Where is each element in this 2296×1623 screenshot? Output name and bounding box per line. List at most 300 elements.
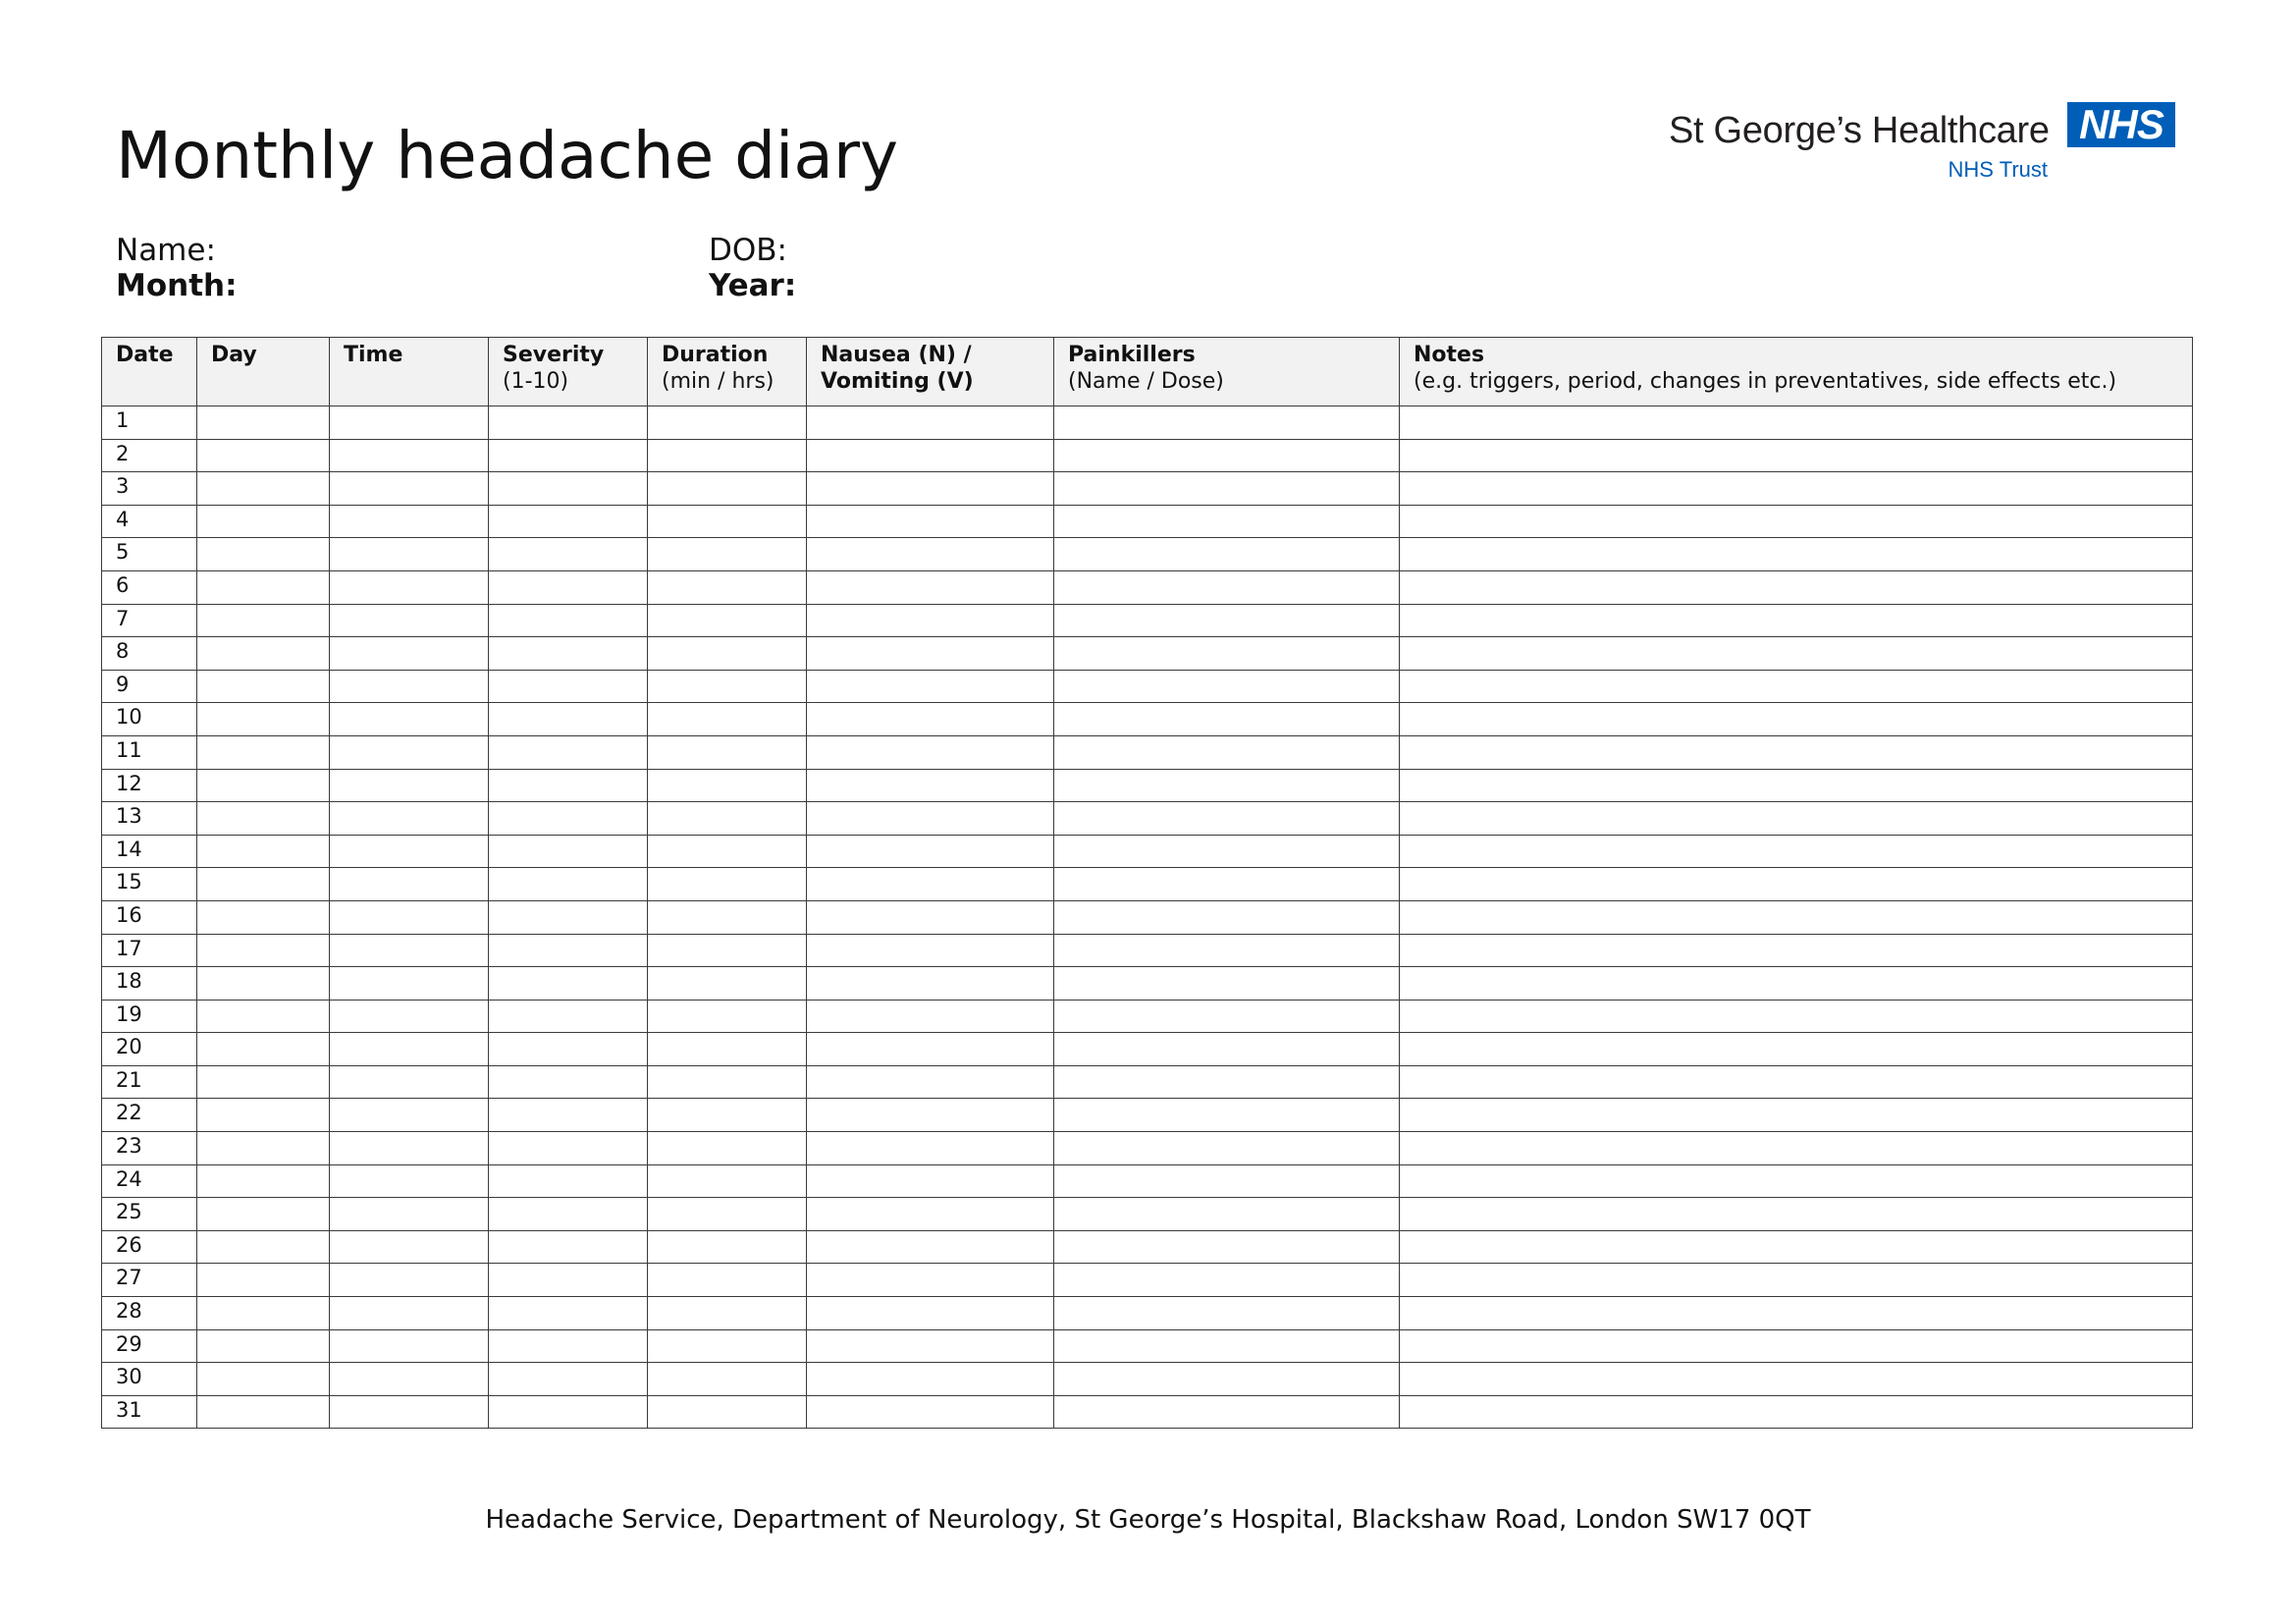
day-cell[interactable] [197,505,330,538]
date-cell: 25 [102,1198,197,1231]
severity-cell[interactable] [489,1164,648,1198]
notes-cell[interactable] [1400,1132,2193,1165]
duration-cell[interactable] [648,406,807,440]
notes-cell[interactable] [1400,934,2193,967]
duration-cell[interactable] [648,1033,807,1066]
date-cell: 24 [102,1164,197,1198]
day-cell[interactable] [197,1329,330,1363]
painkillers-cell[interactable] [1054,868,1400,901]
column-header-painkillers [1054,338,1400,406]
painkillers-cell[interactable] [1054,769,1400,802]
table-row [102,439,2193,472]
notes-cell[interactable] [1400,703,2193,736]
nausea-vomiting-cell[interactable] [807,570,1054,604]
day-cell[interactable] [197,1297,330,1330]
day-cell[interactable] [197,703,330,736]
nausea-vomiting-cell[interactable] [807,1000,1054,1033]
notes-cell[interactable] [1400,505,2193,538]
column-header-notes [1400,338,2193,406]
column-title: Severity [503,343,605,367]
duration-cell[interactable] [648,1297,807,1330]
notes-cell[interactable] [1400,670,2193,703]
day-cell[interactable] [197,1132,330,1165]
table-row [102,670,2193,703]
date-cell: 9 [102,670,197,703]
time-cell[interactable] [330,1329,489,1363]
painkillers-cell[interactable] [1054,1230,1400,1264]
name-label: Name: [116,233,216,268]
painkillers-cell[interactable] [1054,1000,1400,1033]
nausea-vomiting-cell[interactable] [807,472,1054,506]
notes-cell[interactable] [1400,472,2193,506]
duration-cell[interactable] [648,934,807,967]
date-cell: 29 [102,1329,197,1363]
nausea-vomiting-cell[interactable] [807,1132,1054,1165]
nausea-vomiting-cell[interactable] [807,406,1054,440]
table-row [102,1198,2193,1231]
severity-cell[interactable] [489,472,648,506]
duration-cell[interactable] [648,1065,807,1099]
notes-cell[interactable] [1400,1329,2193,1363]
logo-trust-label: NHS Trust [1948,157,2048,182]
notes-cell[interactable] [1400,1033,2193,1066]
duration-cell[interactable] [648,835,807,868]
severity-cell[interactable] [489,703,648,736]
notes-cell[interactable] [1400,1363,2193,1396]
day-cell[interactable] [197,1198,330,1231]
column-header-nausea-vomiting [807,338,1054,406]
day-cell[interactable] [197,1000,330,1033]
duration-cell[interactable] [648,769,807,802]
table-row [102,1264,2193,1297]
nausea-vomiting-cell[interactable] [807,505,1054,538]
painkillers-cell[interactable] [1054,1132,1400,1165]
table-row [102,1395,2193,1429]
painkillers-cell[interactable] [1054,1065,1400,1099]
time-cell[interactable] [330,637,489,671]
column-title: Nausea (N) / [821,343,972,367]
painkillers-cell[interactable] [1054,637,1400,671]
logo-org-name: St George’s Healthcare [1669,110,2050,151]
severity-cell[interactable] [489,1000,648,1033]
date-cell: 2 [102,439,197,472]
table-row [102,637,2193,671]
table-row [102,472,2193,506]
painkillers-cell[interactable] [1054,1099,1400,1132]
notes-cell[interactable] [1400,439,2193,472]
time-cell[interactable] [330,835,489,868]
severity-cell[interactable] [489,670,648,703]
duration-cell[interactable] [648,1329,807,1363]
table-row [102,604,2193,637]
severity-cell[interactable] [489,1363,648,1396]
column-subtitle: (Name / Dose) [1068,369,1224,394]
day-cell[interactable] [197,538,330,571]
painkillers-cell[interactable] [1054,1329,1400,1363]
painkillers-cell[interactable] [1054,934,1400,967]
painkillers-cell[interactable] [1054,439,1400,472]
column-subtitle: (1-10) [503,369,569,394]
day-cell[interactable] [197,1230,330,1264]
table-body [102,406,2193,1429]
painkillers-cell[interactable] [1054,604,1400,637]
notes-cell[interactable] [1400,1297,2193,1330]
duration-cell[interactable] [648,538,807,571]
date-cell: 4 [102,505,197,538]
severity-cell[interactable] [489,835,648,868]
notes-cell[interactable] [1400,406,2193,440]
dob-label: DOB: [709,233,787,268]
table-row [102,1363,2193,1396]
time-cell[interactable] [330,505,489,538]
severity-cell[interactable] [489,439,648,472]
date-cell: 13 [102,802,197,836]
duration-cell[interactable] [648,1164,807,1198]
date-cell: 31 [102,1395,197,1429]
nausea-vomiting-cell[interactable] [807,900,1054,934]
nausea-vomiting-cell[interactable] [807,1329,1054,1363]
table-row [102,570,2193,604]
duration-cell[interactable] [648,439,807,472]
painkillers-cell[interactable] [1054,835,1400,868]
severity-cell[interactable] [489,1132,648,1165]
notes-cell[interactable] [1400,1198,2193,1231]
notes-cell[interactable] [1400,1099,2193,1132]
painkillers-cell[interactable] [1054,1033,1400,1066]
day-cell[interactable] [197,802,330,836]
painkillers-cell[interactable] [1054,472,1400,506]
day-cell[interactable] [197,934,330,967]
column-header-date [102,338,197,406]
nausea-vomiting-cell[interactable] [807,1363,1054,1396]
table-row [102,900,2193,934]
table-row [102,1164,2193,1198]
severity-cell[interactable] [489,1230,648,1264]
nausea-vomiting-cell[interactable] [807,1164,1054,1198]
nausea-vomiting-cell[interactable] [807,1395,1054,1429]
time-cell[interactable] [330,439,489,472]
date-cell: 20 [102,1033,197,1066]
table-row [102,505,2193,538]
time-cell[interactable] [330,1000,489,1033]
date-cell: 5 [102,538,197,571]
severity-cell[interactable] [489,1033,648,1066]
duration-cell[interactable] [648,1198,807,1231]
date-cell: 15 [102,868,197,901]
column-title: Notes [1414,343,1485,367]
month-label: Month: [116,268,238,303]
time-cell[interactable] [330,670,489,703]
notes-cell[interactable] [1400,1264,2193,1297]
table-row [102,934,2193,967]
time-cell[interactable] [330,1132,489,1165]
nausea-vomiting-cell[interactable] [807,735,1054,769]
severity-cell[interactable] [489,505,648,538]
table-row [102,1297,2193,1330]
time-cell[interactable] [330,472,489,506]
painkillers-cell[interactable] [1054,1264,1400,1297]
column-title: Painkillers [1068,343,1196,367]
duration-cell[interactable] [648,1230,807,1264]
nausea-vomiting-cell[interactable] [807,967,1054,1001]
duration-cell[interactable] [648,1363,807,1396]
day-cell[interactable] [197,637,330,671]
day-cell[interactable] [197,1099,330,1132]
time-cell[interactable] [330,900,489,934]
column-title-line2: Vomiting (V) [821,369,974,394]
painkillers-cell[interactable] [1054,1164,1400,1198]
day-cell[interactable] [197,439,330,472]
year-label: Year: [709,268,797,303]
day-cell[interactable] [197,735,330,769]
duration-cell[interactable] [648,735,807,769]
painkillers-cell[interactable] [1054,670,1400,703]
date-cell: 14 [102,835,197,868]
notes-cell[interactable] [1400,900,2193,934]
day-cell[interactable] [197,570,330,604]
severity-cell[interactable] [489,868,648,901]
nausea-vomiting-cell[interactable] [807,934,1054,967]
day-cell[interactable] [197,1164,330,1198]
day-cell[interactable] [197,868,330,901]
notes-cell[interactable] [1400,1395,2193,1429]
painkillers-cell[interactable] [1054,967,1400,1001]
severity-cell[interactable] [489,802,648,836]
severity-cell[interactable] [489,1297,648,1330]
day-cell[interactable] [197,1395,330,1429]
table-row [102,735,2193,769]
time-cell[interactable] [330,1395,489,1429]
nausea-vomiting-cell[interactable] [807,439,1054,472]
time-cell[interactable] [330,1099,489,1132]
notes-cell[interactable] [1400,1065,2193,1099]
duration-cell[interactable] [648,868,807,901]
day-cell[interactable] [197,1033,330,1066]
severity-cell[interactable] [489,637,648,671]
nausea-vomiting-cell[interactable] [807,1033,1054,1066]
severity-cell[interactable] [489,1065,648,1099]
severity-cell[interactable] [489,570,648,604]
painkillers-cell[interactable] [1054,1395,1400,1429]
table-row [102,406,2193,440]
date-cell: 11 [102,735,197,769]
notes-cell[interactable] [1400,802,2193,836]
date-cell: 10 [102,703,197,736]
table-row [102,1000,2193,1033]
date-cell: 23 [102,1132,197,1165]
nausea-vomiting-cell[interactable] [807,538,1054,571]
nausea-vomiting-cell[interactable] [807,637,1054,671]
time-cell[interactable] [330,1363,489,1396]
painkillers-cell[interactable] [1054,735,1400,769]
notes-cell[interactable] [1400,967,2193,1001]
table-row [102,769,2193,802]
notes-cell[interactable] [1400,735,2193,769]
notes-cell[interactable] [1400,835,2193,868]
notes-cell[interactable] [1400,1000,2193,1033]
severity-cell[interactable] [489,900,648,934]
painkillers-cell[interactable] [1054,538,1400,571]
duration-cell[interactable] [648,604,807,637]
time-cell[interactable] [330,1198,489,1231]
nausea-vomiting-cell[interactable] [807,1099,1054,1132]
painkillers-cell[interactable] [1054,505,1400,538]
painkillers-cell[interactable] [1054,900,1400,934]
severity-cell[interactable] [489,538,648,571]
nausea-vomiting-cell[interactable] [807,1198,1054,1231]
duration-cell[interactable] [648,1132,807,1165]
notes-cell[interactable] [1400,637,2193,671]
duration-cell[interactable] [648,1099,807,1132]
time-cell[interactable] [330,406,489,440]
time-cell[interactable] [330,967,489,1001]
time-cell[interactable] [330,735,489,769]
table-row [102,967,2193,1001]
table-header-row [102,338,2193,406]
column-title: Day [211,343,257,367]
day-cell[interactable] [197,670,330,703]
painkillers-cell[interactable] [1054,802,1400,836]
table-row [102,538,2193,571]
severity-cell[interactable] [489,769,648,802]
nausea-vomiting-cell[interactable] [807,1065,1054,1099]
time-cell[interactable] [330,1033,489,1066]
duration-cell[interactable] [648,967,807,1001]
severity-cell[interactable] [489,735,648,769]
duration-cell[interactable] [648,1395,807,1429]
date-cell: 21 [102,1065,197,1099]
table-row [102,835,2193,868]
date-cell: 8 [102,637,197,671]
time-cell[interactable] [330,604,489,637]
painkillers-cell[interactable] [1054,703,1400,736]
table-row [102,1132,2193,1165]
time-cell[interactable] [330,1164,489,1198]
duration-cell[interactable] [648,570,807,604]
day-cell[interactable] [197,769,330,802]
table-row [102,1099,2193,1132]
duration-cell[interactable] [648,1264,807,1297]
severity-cell[interactable] [489,1198,648,1231]
date-cell: 26 [102,1230,197,1264]
table-row [102,802,2193,836]
time-cell[interactable] [330,934,489,967]
duration-cell[interactable] [648,505,807,538]
nausea-vomiting-cell[interactable] [807,802,1054,836]
painkillers-cell[interactable] [1054,406,1400,440]
nausea-vomiting-cell[interactable] [807,1230,1054,1264]
time-cell[interactable] [330,538,489,571]
column-header-severity [489,338,648,406]
severity-cell[interactable] [489,1264,648,1297]
page-title: Monthly headache diary [116,118,899,193]
day-cell[interactable] [197,1264,330,1297]
day-cell[interactable] [197,835,330,868]
notes-cell[interactable] [1400,868,2193,901]
duration-cell[interactable] [648,703,807,736]
day-cell[interactable] [197,900,330,934]
time-cell[interactable] [330,1065,489,1099]
date-cell: 1 [102,406,197,440]
column-header-duration [648,338,807,406]
painkillers-cell[interactable] [1054,1297,1400,1330]
nausea-vomiting-cell[interactable] [807,1264,1054,1297]
notes-cell[interactable] [1400,1230,2193,1264]
nausea-vomiting-cell[interactable] [807,670,1054,703]
notes-cell[interactable] [1400,1164,2193,1198]
table-row [102,1230,2193,1264]
column-title: Time [344,343,403,367]
severity-cell[interactable] [489,967,648,1001]
painkillers-cell[interactable] [1054,570,1400,604]
nausea-vomiting-cell[interactable] [807,769,1054,802]
date-cell: 6 [102,570,197,604]
headache-diary-table [101,337,2193,1429]
duration-cell[interactable] [648,637,807,671]
notes-cell[interactable] [1400,769,2193,802]
nausea-vomiting-cell[interactable] [807,1297,1054,1330]
column-header-time [330,338,489,406]
severity-cell[interactable] [489,934,648,967]
column-title: Duration [662,343,769,367]
severity-cell[interactable] [489,604,648,637]
notes-cell[interactable] [1400,570,2193,604]
notes-cell[interactable] [1400,604,2193,637]
date-cell: 22 [102,1099,197,1132]
date-cell: 19 [102,1000,197,1033]
date-cell: 12 [102,769,197,802]
severity-cell[interactable] [489,1099,648,1132]
duration-cell[interactable] [648,472,807,506]
date-cell: 28 [102,1297,197,1330]
date-cell: 16 [102,900,197,934]
duration-cell[interactable] [648,802,807,836]
nausea-vomiting-cell[interactable] [807,703,1054,736]
time-cell[interactable] [330,570,489,604]
date-cell: 30 [102,1363,197,1396]
table-row [102,1033,2193,1066]
table-row [102,1065,2193,1099]
column-subtitle: (min / hrs) [662,369,774,394]
duration-cell[interactable] [648,1000,807,1033]
trust-logo [1669,100,2179,183]
time-cell[interactable] [330,868,489,901]
notes-cell[interactable] [1400,538,2193,571]
severity-cell[interactable] [489,1329,648,1363]
time-cell[interactable] [330,769,489,802]
day-cell[interactable] [197,967,330,1001]
day-cell[interactable] [197,604,330,637]
severity-cell[interactable] [489,1395,648,1429]
day-cell[interactable] [197,406,330,440]
duration-cell[interactable] [648,900,807,934]
nausea-vomiting-cell[interactable] [807,604,1054,637]
time-cell[interactable] [330,1297,489,1330]
time-cell[interactable] [330,703,489,736]
time-cell[interactable] [330,1264,489,1297]
painkillers-cell[interactable] [1054,1198,1400,1231]
severity-cell[interactable] [489,406,648,440]
day-cell[interactable] [197,472,330,506]
duration-cell[interactable] [648,670,807,703]
nausea-vomiting-cell[interactable] [807,868,1054,901]
painkillers-cell[interactable] [1054,1363,1400,1396]
time-cell[interactable] [330,802,489,836]
day-cell[interactable] [197,1065,330,1099]
time-cell[interactable] [330,1230,489,1264]
day-cell[interactable] [197,1363,330,1396]
nausea-vomiting-cell[interactable] [807,835,1054,868]
